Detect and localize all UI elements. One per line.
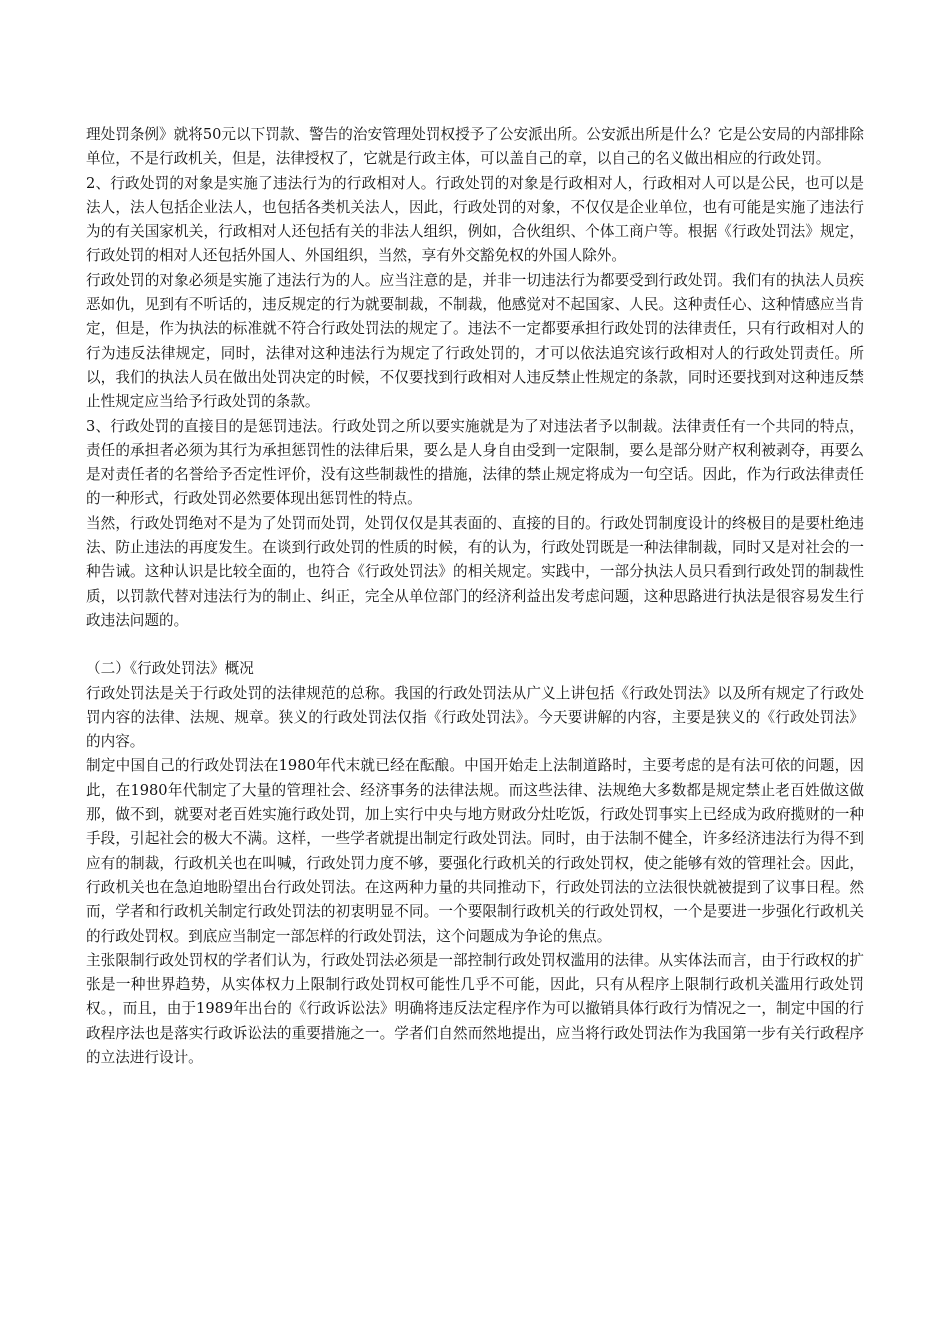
paragraph-scholars-view: 主张限制行政处罚权的学者们认为，行政处罚法必须是一部控制行政处罚权滥用的法律。从实体法而言，由于行政权的扩张是一种世界趋势，从实体权力上限制行政处罚权可能性几乎不可能，因此，只有从程序上限制行政机关滥用行政处罚权。，而且，由于1989年出台的《行政诉讼法》明确将违反法定程序作为可以撤销具体行政行为情况之一，制定中国的行政程序法也是落实行政诉讼法的重要措施之一。学者们自然而然地提出，应当将行政处罚法作为我国第一步有关行政程序的立法进行设计。 bbox=[86, 951, 864, 1066]
paragraph-penalty-objects: 2、行政处罚的对象是实施了违法行为的行政相对人。行政处罚的对象是行政相对人，行政相对人可以是公民，也可以是法人，法人包括企业法人，也包括各类机关法人，因此，行政处罚的对象，不仅仅是企业单位，也有可能是实施了违法行为的有关国家机关，行政相对人还包括有关的非法人组织，例如，合伙组织、个体工商户等。根据《行政处罚法》规定，行政处罚的相对人还包括外国人、外国组织，当然，享有外交豁免权的外国人除外。 bbox=[86, 174, 864, 265]
paragraph-illegal-acts: 行政处罚的对象必须是实施了违法行为的人。应当注意的是，并非一切违法行为都要受到行政处罚。我们有的执法人员疾恶如仇，见到有不听话的，违反规定的行为就要制裁，不制裁，他感觉对不起国家、人民。这种责任心、这种情感应当肯定，但是，作为执法的标准就不符合行政处罚法的规定了。违法不一定都要承担行政处罚的法律责任，只有行政相对人的行为违反法律规定，同时，法律对这种违法行为规定了行政处罚的，才可以依法追究该行政相对人的行政处罚责任。所以，我们的执法人员在做出处罚决定的时候，不仅要找到行政相对人违反禁止性规定的条款，同时还要找到对这种违反禁止性规定应当给予行政处罚的条款。 bbox=[86, 271, 864, 411]
paragraph-law-definition: 行政处罚法是关于行政处罚的法律规范的总称。我国的行政处罚法从广义上讲包括《行政处罚法》以及所有规定了行政处罚内容的法律、法规、规章。狭义的行政处罚法仅指《行政处罚法》。今天要讲解的内容，主要是狭义的《行政处罚法》的内容。 bbox=[86, 684, 864, 751]
paragraph-ultimate-purpose: 当然，行政处罚绝对不是为了处罚而处罚，处罚仅仅是其表面的、直接的目的。行政处罚制度设计的终极目的是要杜绝违法、防止违法的再度发生。在谈到行政处罚的性质的时候，有的认为，行政处罚既是一种法律制裁，同时又是对社会的一种告诫。这种认识是比较全面的，也符合《行政处罚法》的相关规定。实践中，一部分执法人员只看到行政处罚的制裁性质，以罚款代替对违法行为的制止、纠正，完全从单位部门的经济利益出发考虑问题，这种思路进行执法是很容易发生行政违法问题的。 bbox=[86, 514, 864, 629]
paragraph-punishment-purpose: 3、行政处罚的直接目的是惩罚违法。行政处罚之所以要实施就是为了对违法者予以制裁。法律责任有一个共同的特点，责任的承担者必须为其行为承担惩罚性的法律后果，要么是人身自由受到一定限制，要么是部分财产权利被剥夺，再要么是对责任者的名誉给予否定性评价，没有这些制裁性的措施，法律的禁止规定将成为一句空话。因此，作为行政法律责任的一种形式，行政处罚必然要体现出惩罚性的特点。 bbox=[86, 417, 864, 508]
document-page bbox=[86, 123, 864, 1070]
paragraph-police-station-authorization: 理处罚条例》就将50元以下罚款、警告的治安管理处罚权授予了公安派出所。公安派出所是什么？它是公安局的内部排除单位，不是行政机关，但是，法律授权了，它就是行政主体，可以盖自己的章，以自己的名义做出相应的行政处罚。 bbox=[86, 126, 864, 168]
section-spacer bbox=[86, 633, 864, 657]
paragraph-law-history: 制定中国自己的行政处罚法在1980年代末就已经在酝酿。中国开始走上法制道路时，主要考虑的是有法可依的问题，因此，在1980年代制定了大量的管理社会、经济事务的法律法规。而这些法律、法规绝大多数都是规定禁止老百姓做这做那，做不到，就要对老百姓实施行政处罚，加上实行中央与地方财政分灶吃饭，行政处罚事实上已经成为政府揽财的一种手段，引起社会的极大不满。这样，一些学者就提出制定行政处罚法。同时，由于法制不健全，许多经济违法行为得不到应有的制裁，行政机关也在叫喊，行政处罚力度不够，要强化行政机关的行政处罚权，使之能够有效的管理社会。因此，行政机关也在急迫地盼望出台行政处罚法。在这两种力量的共同推动下，行政处罚法的立法很快就被提到了议事日程。然而，学者和行政机关制定行政处罚法的初衷明显不同。一个要限制行政机关的行政处罚权，一个是要进一步强化行政机关的行政处罚权。到底应当制定一部怎样的行政处罚法，这个问题成为争论的焦点。 bbox=[86, 757, 864, 945]
section-heading: （二）《行政处罚法》概况 bbox=[86, 660, 254, 678]
